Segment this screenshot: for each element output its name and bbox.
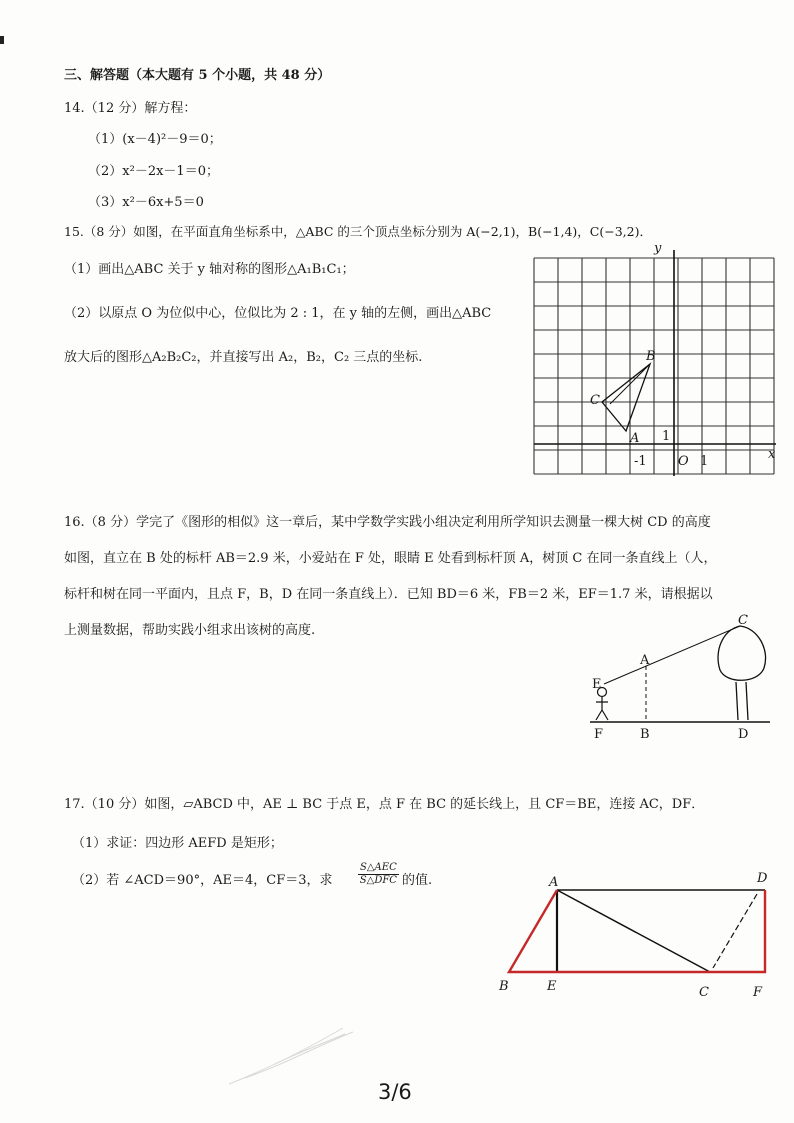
- person-body: [596, 697, 608, 720]
- label-e: E: [547, 979, 557, 994]
- q17-figure: [495, 862, 785, 1002]
- segment-ac: [557, 890, 710, 972]
- pencil-scribble: [225, 1020, 365, 1090]
- q14-item-2: （2）x²－2x－1＝0；: [88, 164, 219, 179]
- label-one-x: 1: [700, 454, 709, 469]
- q17-part-2b: 的值.: [402, 873, 433, 888]
- q14-item-1: （1）(x－4)²－9＝0；: [88, 132, 222, 147]
- q16-tree-figure: [582, 612, 782, 747]
- tree-crown: [718, 626, 766, 680]
- label-a: A: [640, 653, 650, 668]
- red-outline: [509, 890, 765, 972]
- label-a: A: [630, 431, 640, 446]
- label-b: B: [640, 727, 650, 742]
- label-d: D: [738, 727, 749, 742]
- q15-heading: 15.（8 分）如图，在平面直角坐标系中，△ABC 的三个顶点坐标分别为 A(−2,1)，B(−1,4)，C(−3,2)．: [64, 224, 652, 239]
- q16-line-1: 16.（8 分）学完了《图形的相似》这一章后，某中学数学实践小组决定利用所学知识去测量一棵大树 CD 的高度: [64, 515, 711, 530]
- fraction-numerator: S△AEC: [360, 862, 397, 873]
- sight-line: [604, 626, 740, 684]
- q14-item-3: （3）x²－6x+5＝0: [88, 195, 204, 210]
- q17-part-1: （1）求证：四边形 AEFD 是矩形；: [72, 836, 283, 851]
- q17-fraction: [358, 862, 399, 887]
- q14-heading: 14.（12 分）解方程：: [64, 101, 197, 116]
- label-b: B: [499, 979, 509, 994]
- q15-part-1: （1）画出△ABC 关于 y 轴对称的图形△A₁B₁C₁；: [64, 262, 355, 277]
- grid-lines: [534, 258, 774, 474]
- label-origin: O: [678, 454, 689, 469]
- label-a: A: [549, 875, 559, 890]
- label-y-axis: y: [654, 241, 662, 256]
- label-f: F: [594, 727, 604, 742]
- fraction-denominator: S△DFC: [359, 875, 397, 886]
- q16-line-3: 标杆和树在同一平面内，且点 F，B，D 在同一条直线上）．已知 BD＝6 米，FB＝2 米，EF＝1.7 米，请根据以: [64, 587, 713, 602]
- q15-part-2a: （2）以原点 O 为位似中心，位似比为 2 : 1，在 y 轴的左侧，画出△ABC: [64, 306, 492, 321]
- label-e: E: [592, 677, 602, 692]
- scan-mark: [0, 36, 4, 44]
- label-c: C: [738, 613, 748, 628]
- triangle-abc: [602, 364, 650, 431]
- label-c: C: [590, 393, 600, 408]
- segment-dc: [713, 894, 757, 968]
- label-b: B: [646, 349, 656, 364]
- q15-grid-figure: [530, 240, 780, 480]
- q15-part-2b: 放大后的图形△A₂B₂C₂，并直接写出 A₂，B₂，C₂ 三点的坐标.: [64, 350, 423, 365]
- tree-trunk: [736, 682, 748, 720]
- label-c: C: [699, 985, 709, 1000]
- q17-heading: 17.（10 分）如图，▱ABCD 中，AE ⊥ BC 于点 E，点 F 在 BC 的延长线上，且 CF＝BE，连接 AC，DF．: [64, 797, 705, 812]
- label-x-axis: x: [768, 447, 776, 462]
- q16-line-2: 如图，直立在 B 处的标杆 AB＝2.9 米，小爱站在 F 处，眼睛 E 处看到标杆顶 A，树顶 C 在同一条直线上（人，: [64, 551, 717, 566]
- q16-line-4: 上测量数据，帮助实践小组求出该树的高度.: [64, 623, 316, 638]
- label-neg-one: -1: [634, 454, 647, 469]
- section-title: 三、解答题（本大题有 5 个小题，共 48 分）: [64, 68, 331, 83]
- label-f: F: [753, 985, 763, 1000]
- q17-part-2a: （2）若 ∠ACD＝90°，AE＝4，CF＝3，求: [72, 873, 333, 888]
- label-one-y: 1: [662, 429, 671, 444]
- label-d: D: [757, 871, 768, 886]
- page-number: 3/6: [378, 1080, 412, 1104]
